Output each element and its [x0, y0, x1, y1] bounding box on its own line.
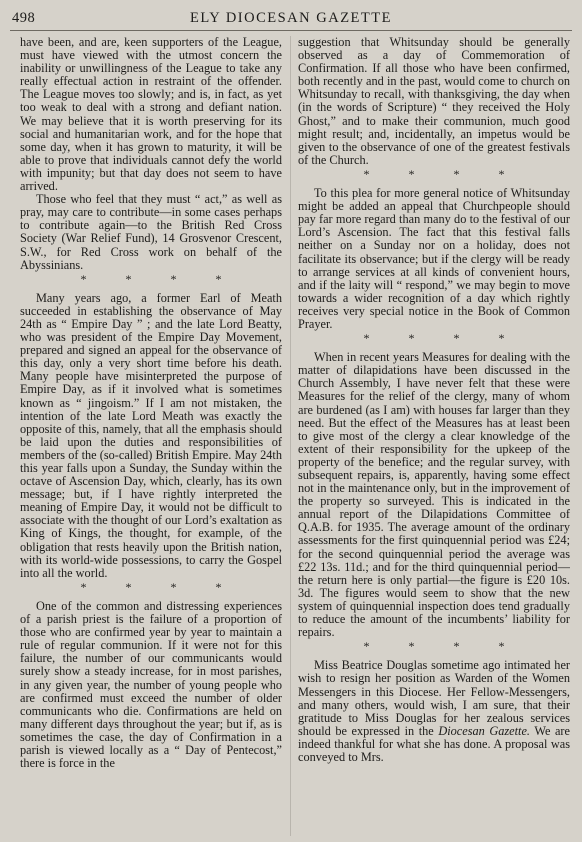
right-column — [298, 36, 570, 838]
publication-name: Diocesan Gazette. — [438, 723, 530, 738]
section-separator: * * * * — [80, 579, 240, 594]
paragraph-text: We are indeed thankful for what she has done. A proposal was conveyed to Mrs. — [298, 723, 570, 764]
section-separator: * * * * — [363, 639, 523, 654]
paragraph: have been, and are, keen supporters of the League, must have viewed with the utmost concern the inability or unwillingness of the League to take any really effectual action in restraint of the offender. The League moves too slowly; and is, in fact, as yet too weak to deal with a strong and defiant nation. We may believe that it is worth preserving for its social and humanitarian work, and for the hope that some day, when it has grown to maturity, it will be able to prove that individuals cannot defy the world with impunity; but that day does not seem to have arrived. — [20, 36, 282, 194]
publication-title: ELY DIOCESAN GAZETTE — [190, 9, 392, 26]
paragraph: Those who feel that they must “ act,” as well as pray, may care to contribute—in some cases perhaps to contribute again—to the British Red Cross Society (War Relief Fund), 14 Grosvenor Crescent, S.W., for Red Cross work on behalf of the Abyssinians. — [20, 192, 282, 272]
section-separator: * * * * — [363, 166, 523, 181]
page-number: 498 — [12, 9, 36, 26]
page-header — [12, 7, 570, 29]
paragraph: To this plea for more general notice of Whitsunday might be added an appeal that Churchpeople should pay far more regard than many do to the festival of our Lord’s Ascension. The fact that this festival falls neither on a Sunday nor on a holiday, does not facilitate its observance; but if the clergy will be ready to arrange services at all kinds of convenient hours, and if the laity will “ respond,” we may begin to move towards a wider recognition of a day which rightly receives very special notice in the Book of Common Prayer. — [298, 186, 570, 331]
paragraph — [298, 659, 570, 764]
paragraph: One of the common and distressing experiences of a parish priest is the failure of a proportion of those who are confirmed year by year to maintain a rule of regular communion. If it were not for this failure, the number of our communicants would surely show a steady increase, for in most parishes, in any given year, the number of young people who are confirmed must exceed the number of older communicants who die. Confirmations are held on many different days throughout the year; but if, as is sometimes the case, the day of Confirmation in a parish is viewed locally as a “ Day of Pentecost,” there is force in the — [20, 598, 282, 771]
left-column — [20, 36, 282, 838]
header-rule — [10, 30, 572, 31]
paragraph: When in recent years Measures for dealing with the matter of dilapidations have been discussed in the Church Assembly, I have never felt that these were Measures for the relief of the clergy, many of whom are burdened (as I am) with houses far larger than they need. But the effect of the Measures has at least been to give most of the clergy a clear knowledge of the extent of their responsibility for the upkeep of the property of the benefice; and the regular survey, with subsequent repairs, is, apparently, having some effect not in the maintenance only, but in the improvement of the property so surveyed. This is indicated in the annual report of the Dilapidations Committee of Q.A.B. for 1935. The average amount of the ordinary assessments for the first quinquennial period was £24; for the second quinquennial period the average was £22 13s. 11d.; and for the third quinquennial period— the return here is only partial—the figure is £20 10s. 3d. The figures would seem to show that the new system of quinquennial inspection does tend gradually to reduce the amount of the incumbents’ liability for repairs. — [298, 350, 570, 640]
paragraph: suggestion that Whitsunday should be generally observed as a day of Commemoration of Confirmation. If all those who have been confirmed, both recently and in the past, would come to church on Whitsunday to recall, with thanksgiving, the day when (in the words of Scripture) “ they received the Holy Ghost,” and to make their communion, much good might result; and, incidentally, an impetus would be given to the observance of one of the greatest festivals of the Church. — [298, 36, 570, 167]
paragraph: Many years ago, a former Earl of Meath succeeded in establishing the observance of May 24th as “ Empire Day ” ; and the late Lord Beatty, who was president of the Empire Day Movement, prepared and signed an appeal for the observance of this day, only a very short time before his death. Many people have misinterpreted the purpose of Empire Day, as if it involved what is sometimes known as “ jingoism.” If I am not mistaken, the intention of the late Lord Meath was exactly the opposite of this, namely, that all the emphasis should be laid upon the duties and responsibilities of members of the (so-called) British Empire. May 24th this year falls upon a Sunday, the Sunday within the octave of Ascension Day, which, clearly, has its own message; but, if I have rightly interpreted the meaning of Empire Day, it would not be difficult to associate with the thought of our Lord’s exaltation as King of Kings, the thought, for example, of the obligation that rests heavily upon the British nation, with its world-wide possessions, to carry the Gospel into all the world. — [20, 290, 282, 580]
column-gutter — [290, 36, 291, 836]
paragraph-text: Miss Beatrice Douglas sometime ago intimated her wish to resign her position as Warden of the Women Messengers in this Diocese. Her Fellow-Messengers, and many others, would wish, I am sure, that their gratitude to Miss Douglas for her zealous services should be expressed in the — [298, 658, 570, 738]
section-separator: * * * * — [363, 331, 523, 346]
section-separator: * * * * — [80, 271, 240, 286]
